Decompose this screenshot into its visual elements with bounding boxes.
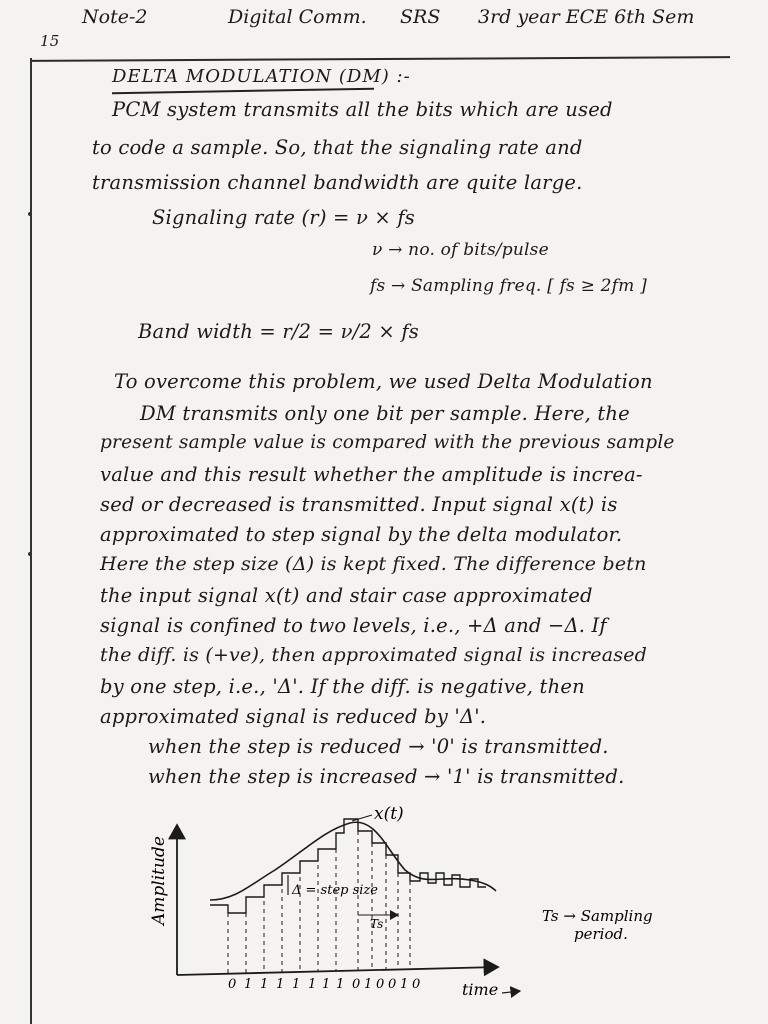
nu-definition: ν → no. of bits/pulse (372, 240, 549, 260)
bit-label: 1 (336, 977, 345, 992)
bit-label: 1 (292, 977, 301, 992)
ts-note-line: Ts → Sampling (542, 907, 653, 925)
x-axis-label: time (462, 980, 499, 999)
sampling-lines (228, 831, 410, 973)
text-line: PCM system transmits all the bits which are used (112, 98, 613, 121)
author-initials: SRS (400, 6, 441, 28)
signaling-rate-formula: Signaling rate (r) = ν × fs (152, 206, 415, 229)
bit-label: 1 (308, 977, 317, 992)
bit-label: 0 (376, 977, 385, 992)
time-arrow (502, 991, 520, 993)
bandwidth-formula: Band width = r/2 = ν/2 × fs (138, 320, 419, 343)
note-number: Note-2 (82, 6, 148, 28)
text-line: DM transmits only one bit per sample. Here, the (140, 402, 630, 425)
top-rule (30, 56, 730, 62)
text-line: when the step is increased → '1' is transmitted. (148, 765, 625, 788)
text-line: when the step is reduced → '0' is transmitted. (148, 735, 609, 758)
bit-sequence (228, 977, 420, 992)
text-line: by one step, i.e., 'Δ'. If the diff. is negative, then (100, 675, 585, 698)
text-line: the diff. is (+ve), then approximated signal is increased (100, 644, 648, 666)
bit-label: 1 (244, 977, 253, 992)
page-number: 15 (40, 32, 60, 50)
signal-pointer (352, 815, 372, 821)
text-line: Here the step size (Δ) is kept fixed. The difference betn (100, 553, 647, 575)
heading-underline (112, 88, 374, 94)
text-line: to code a sample. So, that the signaling rate and (92, 136, 583, 159)
page-header (0, 0, 768, 40)
course-year: 3rd year ECE 6th Sem (478, 6, 695, 28)
margin-line (30, 58, 32, 1024)
binder-hole (28, 552, 32, 556)
bit-label: 0 (352, 977, 361, 992)
ts-note-line: period. (574, 925, 628, 943)
staircase-signal (210, 819, 486, 913)
delta-modulation-diagram (140, 795, 680, 1005)
signal-label: x(t) (374, 804, 404, 824)
bit-label: 0 (228, 977, 237, 992)
bit-label: 1 (364, 977, 373, 992)
bit-label: 1 (400, 977, 409, 992)
text-line: approximated to step signal by the delta modulator. (100, 523, 623, 546)
text-line: transmission channel bandwidth are quite large. (92, 171, 583, 194)
binder-hole (28, 212, 32, 216)
step-size-label: Δ = step size (292, 883, 378, 898)
bit-label: 0 (412, 977, 421, 992)
text-line: sed or decreased is transmitted. Input signal x(t) is (100, 493, 618, 516)
text-line: To overcome this problem, we used Delta Modulation (114, 370, 653, 393)
text-line: approximated signal is reduced by 'Δ'. (100, 705, 487, 728)
ts-marker-label: Ts (370, 917, 384, 931)
fs-definition: fs → Sampling freq. [ fs ≥ 2fm ] (370, 276, 647, 296)
text-line: present sample value is compared with the previous sample (100, 432, 675, 453)
bit-label: 1 (276, 977, 285, 992)
y-axis-label: Amplitude (149, 836, 169, 925)
text-line: signal is confined to two levels, i.e., +Δ and −Δ. If (100, 614, 607, 637)
bit-label: 1 (260, 977, 269, 992)
text-line: the input signal x(t) and stair case approximated (100, 584, 593, 607)
x-axis (177, 967, 498, 975)
text-line: value and this result whether the amplitude is increa- (100, 463, 643, 486)
subject-label: Digital Comm. (228, 6, 367, 28)
section-heading: DELTA MODULATION (DM) :- (112, 66, 411, 87)
bit-label: 1 (322, 977, 331, 992)
bit-label: 0 (388, 977, 397, 992)
